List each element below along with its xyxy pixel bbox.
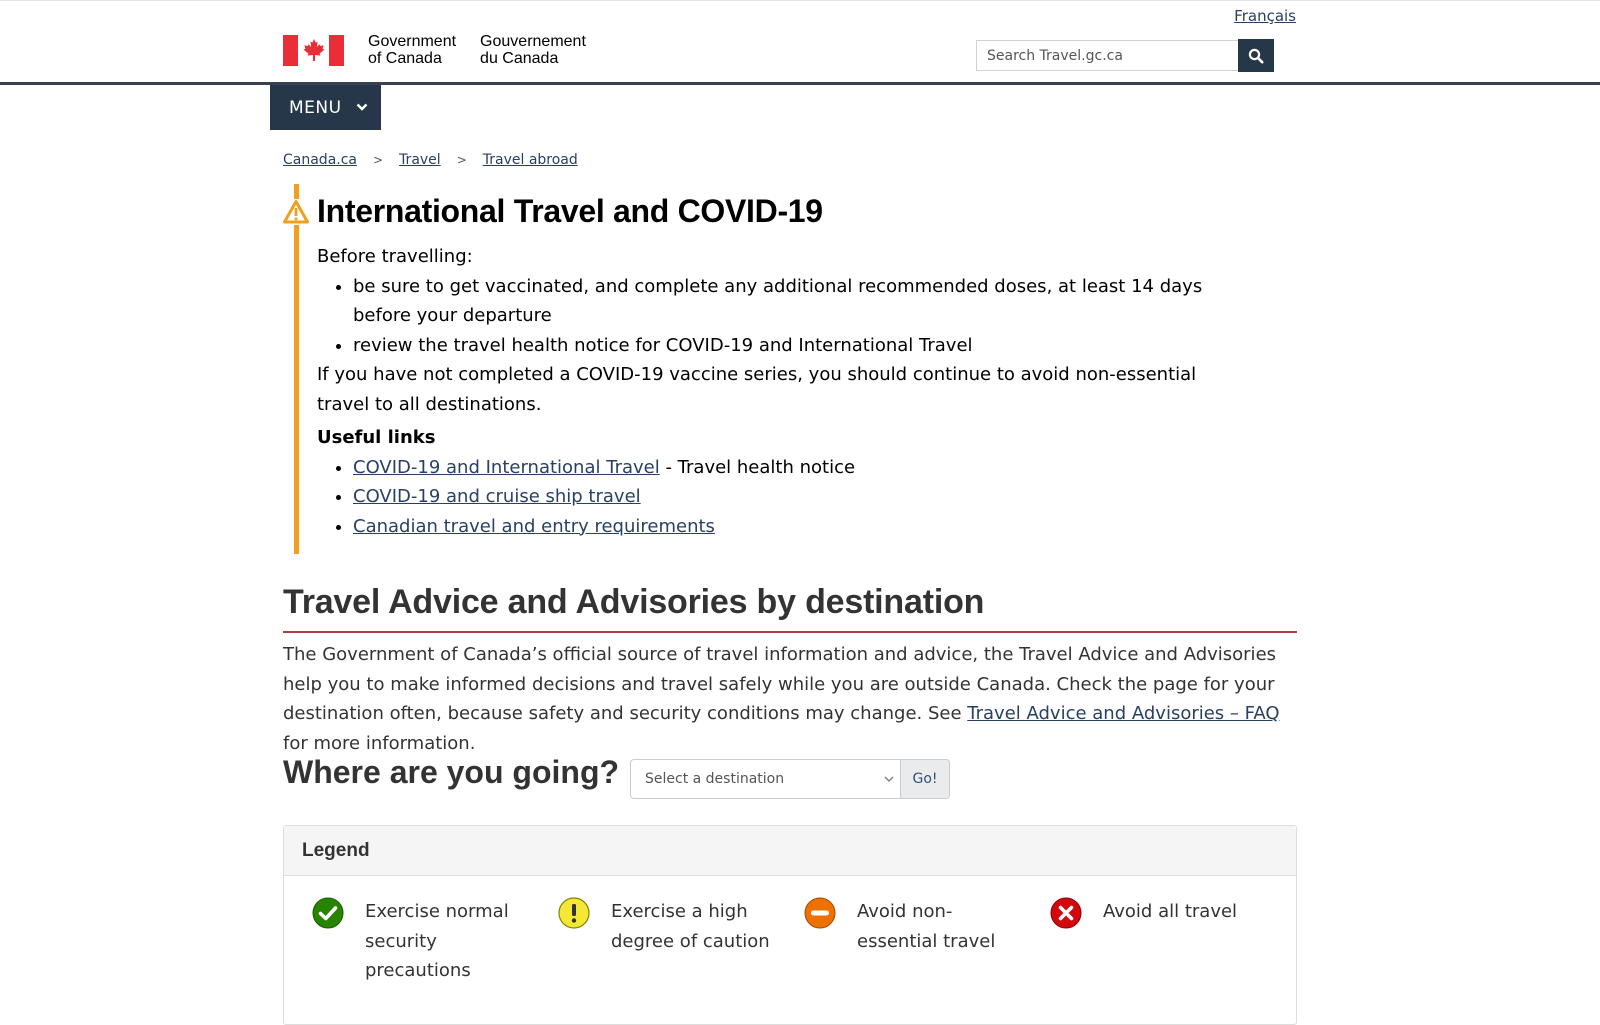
canada-flag-icon — [283, 35, 344, 66]
useful-links-list — [317, 453, 1247, 542]
search-icon — [1248, 48, 1264, 64]
legend-item-normal — [311, 896, 525, 986]
list-item — [353, 453, 1247, 483]
go-button[interactable]: Go! — [901, 759, 950, 799]
list-item — [353, 512, 1247, 542]
destination-select-value: Select a destination — [645, 771, 785, 787]
advisories-title: Travel Advice and Advisories by destination — [283, 583, 985, 621]
legend-panel — [283, 825, 1297, 1025]
legend-label: Exercise normal security precautions — [365, 901, 509, 981]
x-circle-icon — [1049, 896, 1083, 930]
breadcrumb-separator: > — [373, 153, 384, 167]
chevron-down-icon — [884, 776, 894, 782]
search-input[interactable] — [976, 40, 1238, 71]
entry-requirements-link[interactable]: Canadian travel and entry requirements — [353, 515, 715, 537]
breadcrumb — [283, 152, 578, 168]
list-item: • review the travel health notice for COVID-19 and International Travel — [353, 331, 1247, 361]
wordmark-french: Gouvernement du Canada — [480, 33, 586, 67]
menu-label: MENU — [289, 97, 342, 118]
site-search — [976, 40, 1274, 72]
destination-heading: Where are you going? — [283, 754, 620, 790]
language-toggle-link[interactable]: Français — [1234, 7, 1296, 25]
legend-item-caution — [557, 896, 771, 956]
alert-bullet-list — [317, 272, 1247, 361]
legend-label: Avoid non-essential travel — [857, 901, 996, 952]
legend-label: Exercise a high degree of caution — [611, 901, 770, 952]
list-item — [353, 482, 1247, 512]
title-underline — [283, 631, 1297, 633]
legend-heading: Legend — [284, 826, 1296, 876]
chevron-down-icon — [356, 103, 368, 112]
legend-item-avoid-all — [1049, 896, 1303, 930]
top-divider — [0, 0, 1600, 1]
breadcrumb-link-travel[interactable]: Travel — [399, 152, 441, 168]
covid-travel-link[interactable]: COVID-19 and International Travel — [353, 456, 660, 478]
maple-leaf-icon — [301, 38, 327, 62]
breadcrumb-link-canada[interactable]: Canada.ca — [283, 152, 357, 168]
exclamation-circle-icon — [557, 896, 591, 930]
legend-item-avoid-nonessential — [803, 896, 1007, 956]
alert-warning-text: If you have not completed a COVID-19 vaccine series, you should continue to avoid non-essential travel to all destinations. — [317, 364, 1197, 415]
faq-link[interactable]: Travel Advice and Advisories – FAQ — [967, 703, 1280, 724]
minus-circle-icon — [803, 896, 837, 930]
alert-title: International Travel and COVID-19 — [317, 193, 823, 229]
alert-intro: Before travelling: — [317, 246, 473, 267]
useful-links-heading: Useful links — [317, 427, 436, 448]
government-signature[interactable] — [283, 33, 610, 67]
cruise-ship-link[interactable]: COVID-19 and cruise ship travel — [353, 486, 641, 507]
wordmark — [368, 33, 610, 67]
advisories-description: The Government of Canada’s official source of travel information and advice, the Travel Advice and Advisories help you to make informed decisions and travel safely while you are outside Canada. Check the page for your destination often, because safety and security conditions may change. See Travel Advice and Advisories – FAQ for more information. — [283, 644, 1280, 754]
link-suffix: - Travel health notice — [659, 456, 856, 478]
destination-picker — [630, 759, 950, 799]
destination-select[interactable] — [630, 759, 901, 799]
alert-body — [317, 242, 1247, 541]
warning-triangle-icon — [282, 199, 310, 225]
check-circle-icon — [311, 896, 345, 930]
alert-warning-bar — [294, 184, 299, 554]
search-button[interactable] — [1238, 39, 1274, 72]
header-divider — [0, 82, 1600, 85]
main-menu-button[interactable] — [270, 85, 381, 130]
breadcrumb-link-travel-abroad[interactable]: Travel abroad — [482, 152, 578, 168]
wordmark-english: Government of Canada — [368, 33, 457, 67]
breadcrumb-separator: > — [456, 153, 467, 167]
legend-label: Avoid all travel — [1103, 901, 1238, 922]
list-item: • be sure to get vaccinated, and complete any additional recommended doses, at least 14 days before your departure — [353, 272, 1247, 331]
